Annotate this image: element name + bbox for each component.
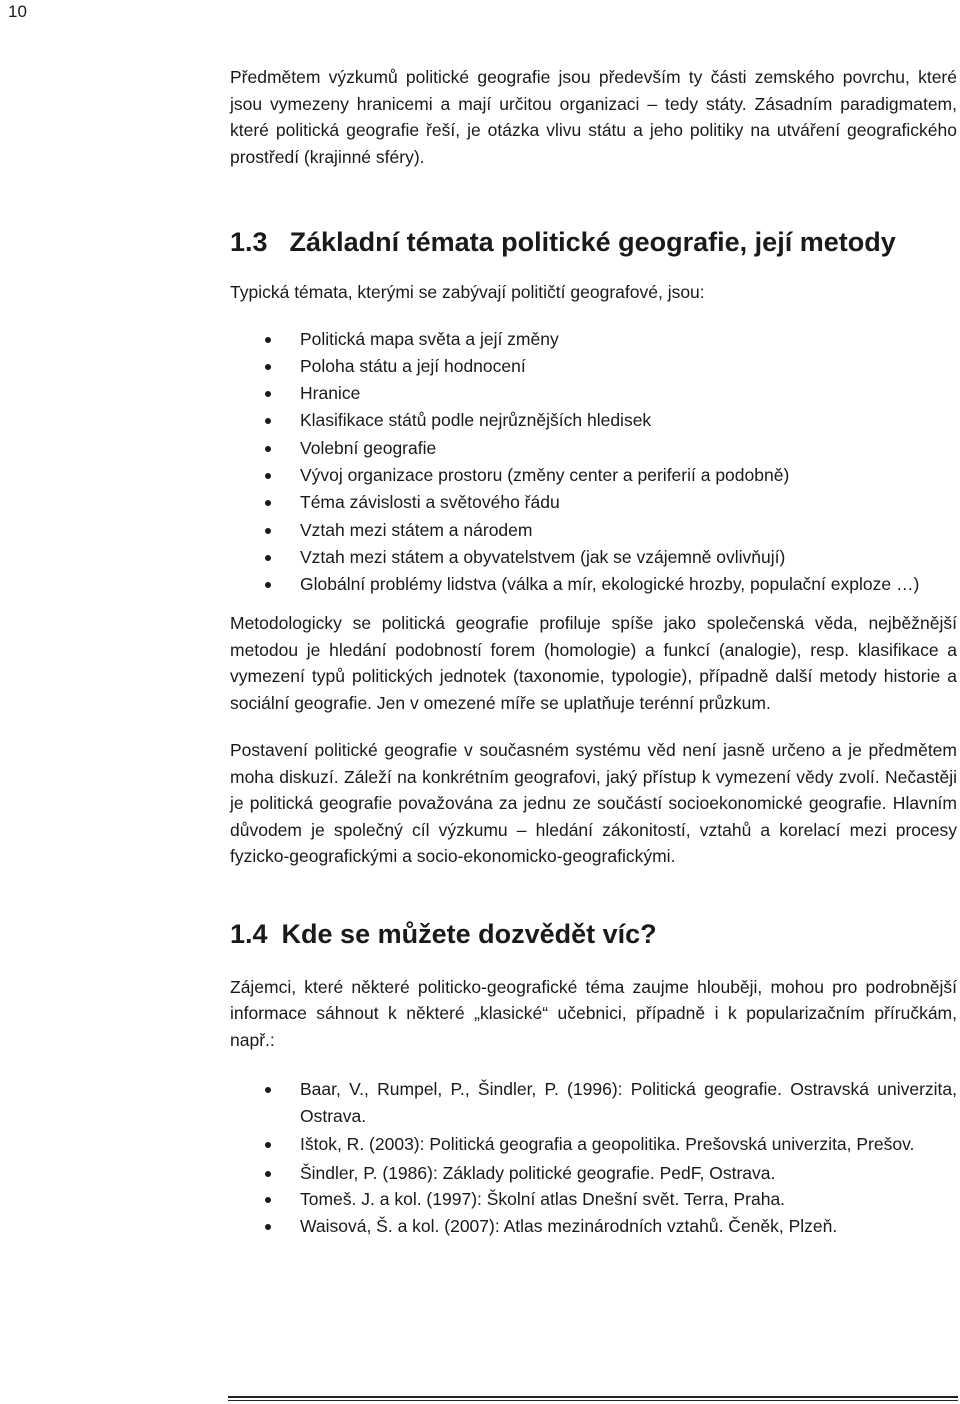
page-content <box>230 64 957 1239</box>
section-heading-1-4 <box>230 918 957 950</box>
list-item: Baar, V., Rumpel, P., Šindler, P. (1996): Politická geografie. Ostravská univerzita, Ostrava. <box>230 1076 957 1129</box>
list-item: Vývoj organizace prostoru (změny center a periferií a podobně) <box>230 462 957 489</box>
list-item: Ištok, R. (2003): Politická geografia a geopolitika. Prešovská univerzita, Prešov. <box>230 1131 957 1158</box>
list-item: Klasifikace států podle nejrůznějších hledisek <box>230 407 957 434</box>
list-item: Politická mapa světa a její změny <box>230 326 957 353</box>
list-item: Šindler, P. (1986): Základy politické geografie. PedF, Ostrava. <box>230 1160 957 1187</box>
section-title: Kde se můžete dozvědět víc? <box>281 918 657 949</box>
list-item: Hranice <box>230 380 957 407</box>
list-item: Téma závislosti a světového řádu <box>230 489 957 516</box>
list-item: Vztah mezi státem a národem <box>230 517 957 544</box>
topics-list <box>230 326 957 599</box>
position-paragraph: Postavení politické geografie v současném systému věd není jasně určeno a je předmětem moha diskuzí. Záleží na konkrétním geografovi, jaký přístup k vymezení vědy zvolí. Nečastěji je politická geografie považována za jednu ze součástí socioekonomické geografie. Hlavním důvodem je společný cíl výzkumu – hledání zákonitostí, vztahů a korelací mezi procesy fyzicko-geografickými a socio-ekonomicko-geografickými. <box>230 740 957 867</box>
section-number: 1.3 <box>230 227 268 257</box>
list-item: Vztah mezi státem a obyvatelstvem (jak se vzájemně ovlivňují) <box>230 544 957 571</box>
section-number: 1.4 <box>230 918 268 949</box>
references-lead: Zájemci, které některé politicko-geografické téma zaujme hlouběji, mohou pro podrobnější informace sáhnout k některé „klasické“ učebnici, případně i k popularizačním příručkám, např.: <box>230 976 957 1050</box>
topics-lead: Typická témata, kterými se zabývají političtí geografové, jsou: <box>230 282 705 302</box>
section-title: Základní témata politické geografie, její metody <box>289 227 896 257</box>
section-heading-1-3 <box>230 226 957 258</box>
intro-paragraph: Předmětem výzkumů politické geografie jsou především ty části zemského povrchu, které jsou vymezeny hranicemi a mají určitou organizaci – tedy státy. Zásadním paradigmatem, které politická geografie řeší, je otázka vlivu státu a jeho politiky na utváření geografického prostředí (krajinné sféry). <box>230 67 957 167</box>
list-item: Globální problémy lidstva (válka a mír, ekologické hrozby, populační exploze …) <box>230 571 957 598</box>
footer-rule <box>228 1396 958 1399</box>
list-item: Volební geografie <box>230 435 957 462</box>
references-list <box>230 1076 957 1239</box>
methods-paragraph: Metodologicky se politická geografie profiluje spíše jako společenská věda, nejběžnější metodou je hledání podobností forem (homologie) a funkcí (analogie), resp. klasifikace a vymezení typů politických jednotek (taxonomie, typologie), případně další metody historie a sociální geografie. Jen v omezené míře se uplatňuje terénní průzkum. <box>230 613 957 713</box>
list-item: Poloha státu a její hodnocení <box>230 353 957 380</box>
page-number: 10 <box>8 2 27 21</box>
list-item: Waisová, Š. a kol. (2007): Atlas mezinárodních vztahů. Čeněk, Plzeň. <box>230 1213 957 1240</box>
list-item: Tomeš. J. a kol. (1997): Školní atlas Dnešní svět. Terra, Praha. <box>230 1186 957 1213</box>
